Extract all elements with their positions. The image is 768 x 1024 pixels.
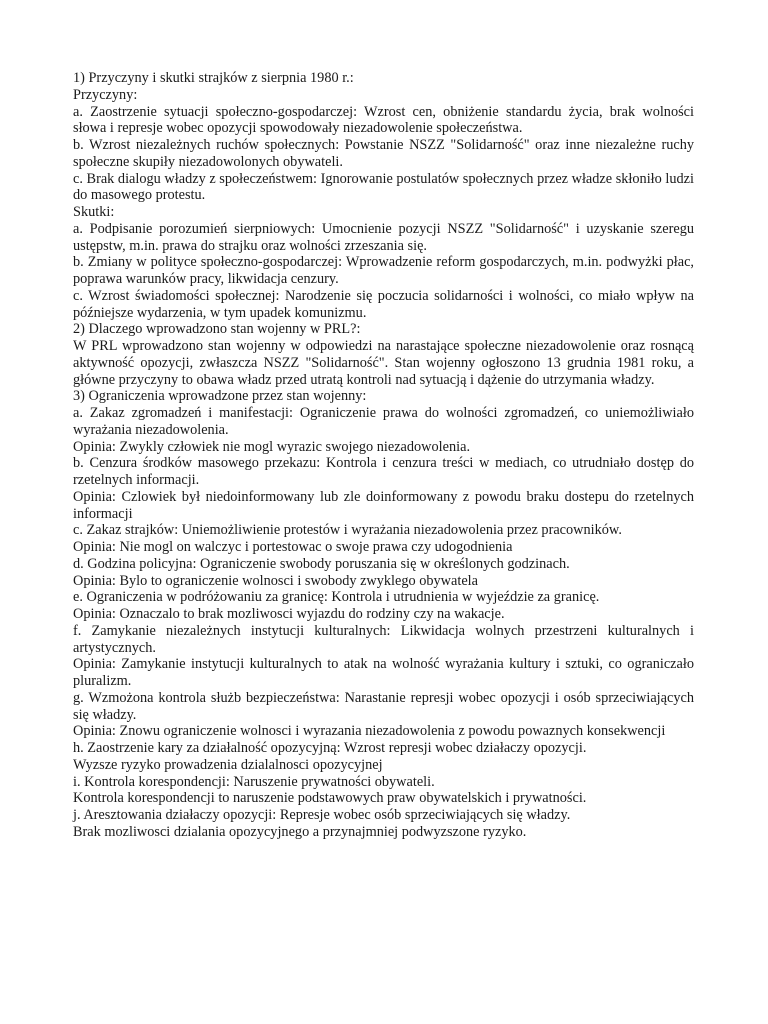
heading-martial-law-reason: 2) Dlaczego wprowadzono stan wojenny w PRL?:: [73, 321, 361, 338]
subheading-causes: Przyczyny:: [73, 86, 138, 103]
restriction-h: h. Zaostrzenie kary za działalność opozycyjną: Wzrost represji wobec działaczy opozycji.: [73, 740, 587, 756]
heading-strikes-1980: 1) Przyczyny i skutki strajków z sierpnia 1980 r.:: [73, 70, 354, 86]
opinion-b: Opinia: Czlowiek był niedoinformowany lub zle doinformowany z powodu braku dostepu do rzetelnych informacji: [73, 488, 694, 522]
subheading-effects: Skutki:: [73, 204, 115, 220]
effect-c: c. Wzrost świadomości społecznej: Narodzenie się poczucia solidarności i wolności, co miało wpływ na późniejsze wydarzenia, w tym upadek komunizmu.: [73, 287, 694, 321]
opinion-c: Opinia: Nie mogl on walczyc i portestowac o swoje prawa czy udogodnienia: [73, 539, 513, 555]
opinion-d: Opinia: Bylo to ograniczenie wolnosci i swobody zwyklego obywatela: [73, 572, 478, 589]
restriction-b: b. Cenzura środków masowego przekazu: Kontrola i cenzura treści w mediach, co utrudniało dostęp do rzetelnych informacji.: [73, 455, 694, 488]
restriction-e: e. Ograniczenia w podróżowaniu za granicę: Kontrola i utrudnienia w wyjeździe za granicę.: [73, 589, 600, 606]
restriction-a: a. Zakaz zgromadzeń i manifestacji: Ograniczenie prawa do wolności zgromadzeń, co uniemożliwiało wyrażania niezadowolenia.: [73, 405, 694, 438]
opinion-e: Opinia: Oznaczalo to brak mozliwosci wyjazdu do rodziny czy na wakacje.: [73, 606, 505, 622]
restriction-f: f. Zamykanie niezależnych instytucji kulturalnych: Likwidacja wolnych przestrzeni kulturalnych i artystycznych.: [73, 622, 694, 656]
opinion-f: Opinia: Zamykanie instytucji kulturalnych to atak na wolność wyrażania kultury i sztuki, co ograniczało pluralizm.: [73, 656, 694, 689]
restriction-i: i. Kontrola korespondencji: Naruszenie prywatności obywateli.: [73, 773, 435, 790]
opinion-h: Wyzsze ryzyko prowadzenia dzialalnosci opozycyjnej: [73, 756, 383, 773]
effect-a: a. Podpisanie porozumień sierpniowych: Umocnienie pozycji NSZZ "Solidarność" i uzyskanie szeregu ustępstw, m.in. prawa do strajku oraz wolności zrzeszania się.: [73, 220, 694, 254]
opinion-g: Opinia: Znowu ograniczenie wolnosci i wyrazania niezadowolenia z powodu powaznych konsekwencji: [73, 723, 666, 740]
opinion-a: Opinia: Zwykly człowiek nie mogl wyrazic swojego niezadowolenia.: [73, 438, 471, 455]
restriction-g: g. Wzmożona kontrola służb bezpieczeństwa: Narastanie represji wobec opozycji i osób sprzeciwiających się władzy.: [73, 689, 694, 723]
opinion-j: Brak mozliwosci dzialania opozycyjnego a przynajmniej podwyzszone ryzyko.: [73, 823, 527, 840]
restriction-j: j. Aresztowania działaczy opozycji: Represje wobec osób sprzeciwiających się władzy.: [73, 807, 571, 823]
opinion-i: Kontrola korespondencji to naruszenie podstawowych praw obywatelskich i prywatności.: [73, 790, 587, 807]
cause-b: b. Wzrost niezależnych ruchów społecznych: Powstanie NSZZ "Solidarność" oraz inne niezależne ruchy społeczne skupiły niezadowolonych obywateli.: [73, 137, 694, 170]
restriction-c: c. Zakaz strajków: Uniemożliwienie protestów i wyrażania niezadowolenia przez pracowników.: [73, 522, 622, 539]
martial-law-paragraph: W PRL wprowadzono stan wojenny w odpowiedzi na narastające społeczne niezadowolenie oraz rosnącą aktywność opozycji, zwłaszcza NSZZ "Solidarność". Stan wojenny ogłoszono 13 grudnia 1981 roku, a główne przyczyny to obawa władz przed utratą kontroli nad sytuacją i dążenie do utrzymania władzy.: [73, 338, 694, 388]
cause-a: a. Zaostrzenie sytuacji społeczno-gospodarczej: Wzrost cen, obniżenie standardu życia, brak wolności słowa i represje wobec opozycji spowodowały niezadowolenie społeczeństwa.: [73, 103, 694, 137]
restriction-d: d. Godzina policyjna: Ograniczenie swobody poruszania się w określonych godzinach.: [73, 555, 570, 572]
heading-restrictions: 3) Ograniczenia wprowadzone przez stan wojenny:: [73, 388, 367, 405]
cause-c: c. Brak dialogu władzy z społeczeństwem: Ignorowanie postulatów społecznych przez władze skłoniło ludzi do masowego protestu.: [73, 170, 694, 204]
document-body: [73, 70, 694, 841]
effect-b: b. Zmiany w polityce społeczno-gospodarczej: Wprowadzenie reform gospodarczych, m.in. podwyżki płac, poprawa warunków pracy, likwidacja cenzury.: [73, 254, 694, 287]
